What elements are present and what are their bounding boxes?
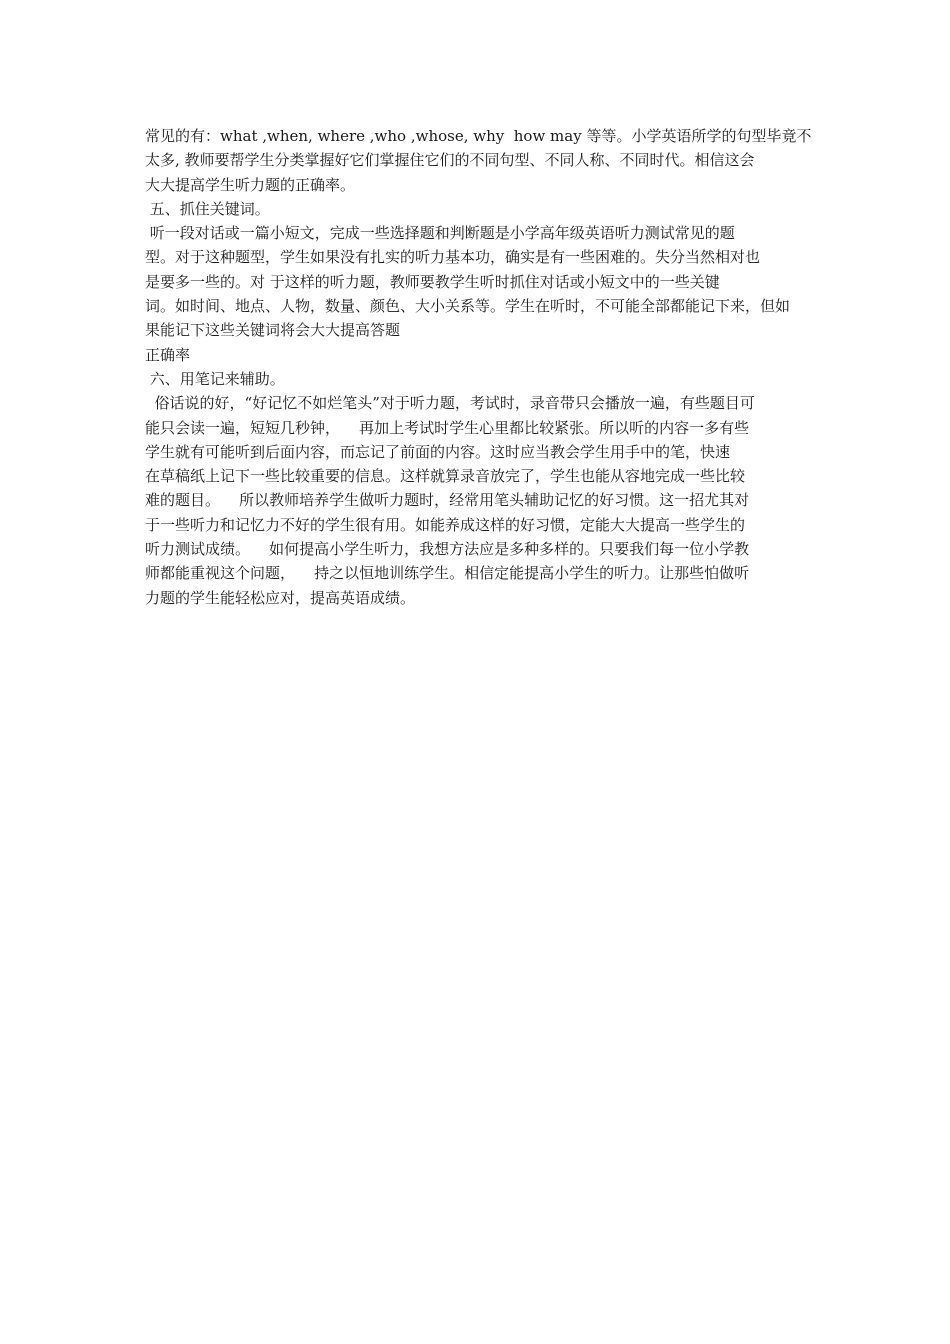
text-line: 是要多一些的。对 于这样的听力题，教师要教学生听时抓住对话或小短文中的一些关键 [145, 272, 720, 291]
text-line: 常见的有：what ,when, where ,who ,whose, why how may 等等。小学英语所学的句型毕竟不 [145, 127, 812, 145]
text-line: 俗话说的好，“好记忆不如烂笔头”对于听力题，考试时，录音带只会播放一遍，有些题目可 [145, 394, 755, 413]
text-line: 学生就有可能听到后面内容，而忘记了前面的内容。这时应当教会学生用手中的笔，快速 [145, 442, 731, 461]
text-line: 听一段对话或一篇小短文，完成一些选择题和判断题是小学高年级英语听力测试常见的题 [145, 224, 735, 243]
text-line: 难的题目。 所以教师培养学生做听力题时，经常用笔头辅助记忆的好习惯。这一招尤其对 [145, 491, 750, 510]
text-line: 师都能重视这个问题， 持之以恒地训练学生。相信定能提高小学生的听力。让那些怕做听 [145, 564, 750, 583]
text-line: 果能记下这些关键词将会大大提高答题 [145, 321, 401, 340]
text-line: 型。对于这种题型，学生如果没有扎实的听力基本功，确实是有一些困难的。失分当然相对也 [145, 248, 761, 267]
text-line: 于一些听力和记忆力不好的学生很有用。如能养成这样的好习惯，定能大大提高一些学生的 [145, 515, 746, 534]
text-line: 大大提高学生听力题的正确率。 [145, 175, 356, 194]
text-line: 太多, 教师要帮学生分类掌握好它们掌握住它们的不同句型、不同人称、不同时代。相信这会 [145, 151, 755, 170]
text-line: 词。如时间、地点、人物，数量、颜色、大小关系等。学生在听时，不可能全部都能记下来，但如 [145, 297, 791, 316]
text-line: 能只会读一遍，短短几秒钟， 再加上考试时学生心里都比较紧张。所以听的内容一多有些 [145, 418, 750, 437]
text-line: 听力测试成绩。 如何提高小学生听力，我想方法应是多种多样的。只要我们每一位小学教 [145, 540, 750, 559]
document-body [145, 124, 810, 610]
section-heading: 六、用笔记来辅助。 [145, 369, 285, 388]
text-line: 在草稿纸上记下一些比较重要的信息。这样就算录音放完了，学生也能从容地完成一些比较 [145, 467, 746, 486]
text-line: 力题的学生能轻松应对，提高英语成绩。 [145, 588, 416, 607]
section-heading: 五、抓住关键词。 [145, 199, 270, 218]
text-line: 正确率 [145, 345, 191, 364]
